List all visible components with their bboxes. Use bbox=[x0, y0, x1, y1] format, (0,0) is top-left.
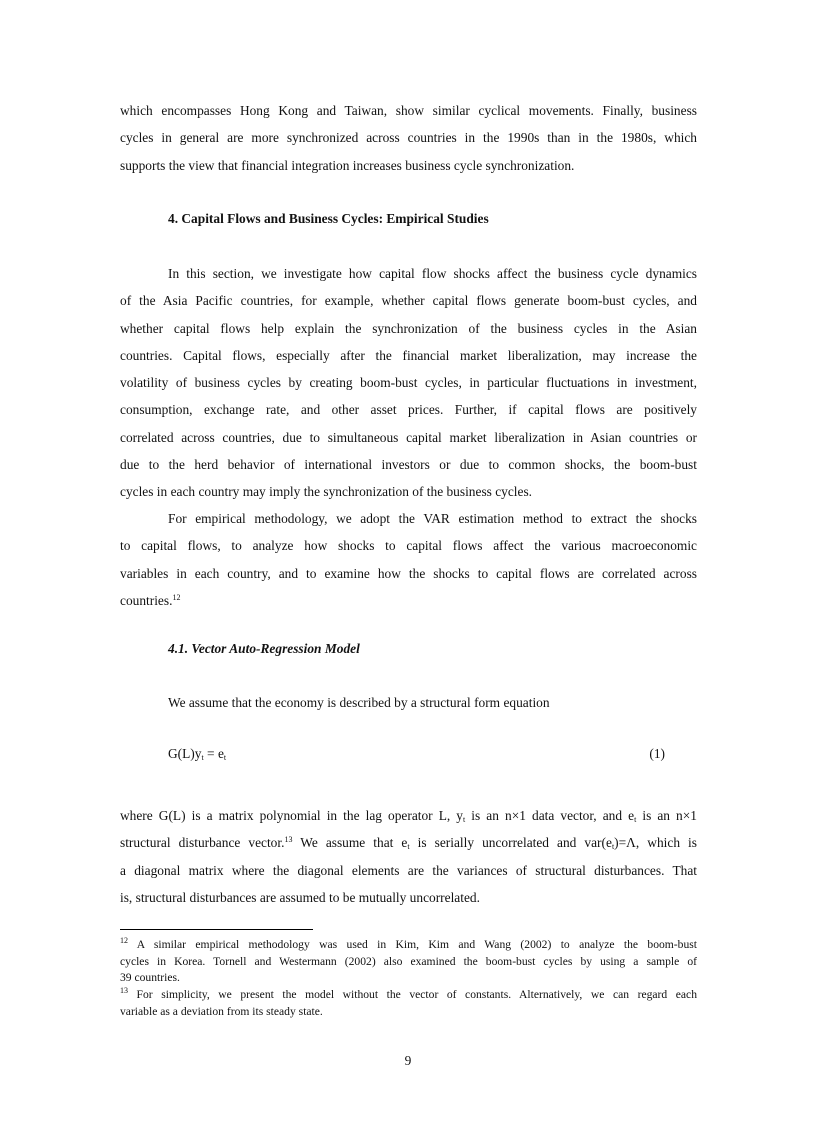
text-line: whether capital flows help explain the synchronization of the business cycles in the Asian bbox=[120, 320, 697, 336]
text-line: cycles in general are more synchronized across countries in the 1990s than in the 1980s, which bbox=[120, 130, 697, 146]
text-line: correlated across countries, due to simultaneous capital market liberalization in Asian countries or bbox=[120, 429, 697, 445]
page-number: 9 bbox=[404, 1053, 412, 1068]
text-line bbox=[120, 829, 697, 856]
text-line: supports the view that financial integration increases business cycle synchronization. bbox=[120, 157, 575, 173]
text-line bbox=[120, 587, 697, 614]
footnote-ref[interactable]: 13 bbox=[284, 835, 293, 845]
text-line: is, structural disturbances are assumed to be mutually uncorrelated. bbox=[120, 889, 480, 905]
footnote-12 bbox=[120, 937, 697, 987]
text-line: consumption, exchange rate, and other asset prices. Further, if capital flows are positively bbox=[120, 402, 697, 418]
text-fragment: For simplicity, we present the model without the vector of constants. Alternatively, we can regard each bbox=[128, 988, 697, 1001]
intro-paragraph bbox=[120, 97, 697, 179]
footnote-line: 39 countries. bbox=[120, 971, 180, 984]
subscript: t bbox=[223, 753, 227, 762]
text-fragment: is an n×1 data vector, and e bbox=[465, 808, 635, 823]
text-fragment: countries. bbox=[120, 592, 173, 608]
where-paragraph bbox=[120, 802, 697, 911]
text-line: In this section, we investigate how capital flow shocks affect the business cycle dynamics bbox=[168, 266, 697, 281]
subscript: t bbox=[634, 815, 637, 824]
footnote-line bbox=[120, 987, 697, 1004]
footnote-line: variable as a deviation from its steady state. bbox=[120, 1004, 323, 1018]
text-line bbox=[120, 802, 697, 829]
footnote-mark: 12 bbox=[120, 936, 128, 945]
footnote-separator bbox=[120, 929, 313, 930]
text-line: countries. Capital flows, especially after the financial market liberalization, may increase the bbox=[120, 347, 697, 363]
text-line: variables in each country, and to examine how the shocks to capital flows are correlated across bbox=[120, 565, 697, 581]
text-line: cycles in each country may imply the synchronization of the business cycles. bbox=[120, 484, 533, 500]
text-line: due to the herd behavior of international investors or due to common shocks, the boom-bust bbox=[120, 457, 697, 473]
equation-number: (1) bbox=[649, 746, 665, 761]
subscript: t bbox=[201, 753, 204, 762]
subscript: t bbox=[611, 842, 615, 852]
text-fragment: We assume that e bbox=[292, 835, 408, 851]
text-fragment: where G(L) is a matrix polynomial in the lag operator L, y bbox=[120, 808, 463, 823]
equation-rhs: = e bbox=[203, 746, 224, 761]
section-heading: 4. Capital Flows and Business Cycles: Empirical Studies bbox=[168, 211, 489, 226]
text-fragment: )=Λ, which is bbox=[614, 835, 697, 851]
subscript: t bbox=[463, 815, 466, 824]
assumption-sentence: We assume that the economy is described by a structural form equation bbox=[168, 695, 550, 710]
footnote-ref[interactable]: 12 bbox=[172, 592, 181, 602]
equation-1 bbox=[168, 746, 665, 762]
text-fragment: is an n×1 bbox=[636, 808, 698, 823]
text-line: volatility of business cycles by creating boom-bust cycles, in particular fluctuations in investment, bbox=[120, 375, 697, 391]
text-fragment: A similar empirical methodology was used in Kim, Kim and Wang (2002) to analyze the boom-bust bbox=[128, 938, 697, 951]
section-paragraph bbox=[120, 260, 697, 506]
text-line: of the Asia Pacific countries, for example, whether capital flows generate boom-bust cycles, and bbox=[120, 293, 697, 309]
text-fragment: structural disturbance vector. bbox=[120, 835, 285, 851]
footnote-13 bbox=[120, 987, 697, 1020]
text-line: to capital flows, to analyze how shocks to capital flows affect the various macroeconomic bbox=[120, 538, 697, 554]
methodology-paragraph bbox=[120, 505, 697, 614]
equation-lhs: G(L)y bbox=[168, 746, 202, 761]
text-fragment: is serially uncorrelated and var(e bbox=[409, 835, 612, 851]
footnote-line bbox=[120, 937, 697, 954]
footnote-line: cycles in Korea. Tornell and Westermann (2002) also examined the boom-bust cycles by using a sample of bbox=[120, 954, 697, 968]
subsection-heading: 4.1. Vector Auto-Regression Model bbox=[168, 641, 360, 656]
footnote-mark: 13 bbox=[120, 986, 128, 995]
text-line: For empirical methodology, we adopt the VAR estimation method to extract the shocks bbox=[168, 511, 697, 526]
text-line: which encompasses Hong Kong and Taiwan, show similar cyclical movements. Finally, business bbox=[120, 103, 697, 118]
text-line: a diagonal matrix where the diagonal elements are the variances of structural disturbances. That bbox=[120, 862, 697, 878]
subscript: t bbox=[407, 842, 410, 852]
